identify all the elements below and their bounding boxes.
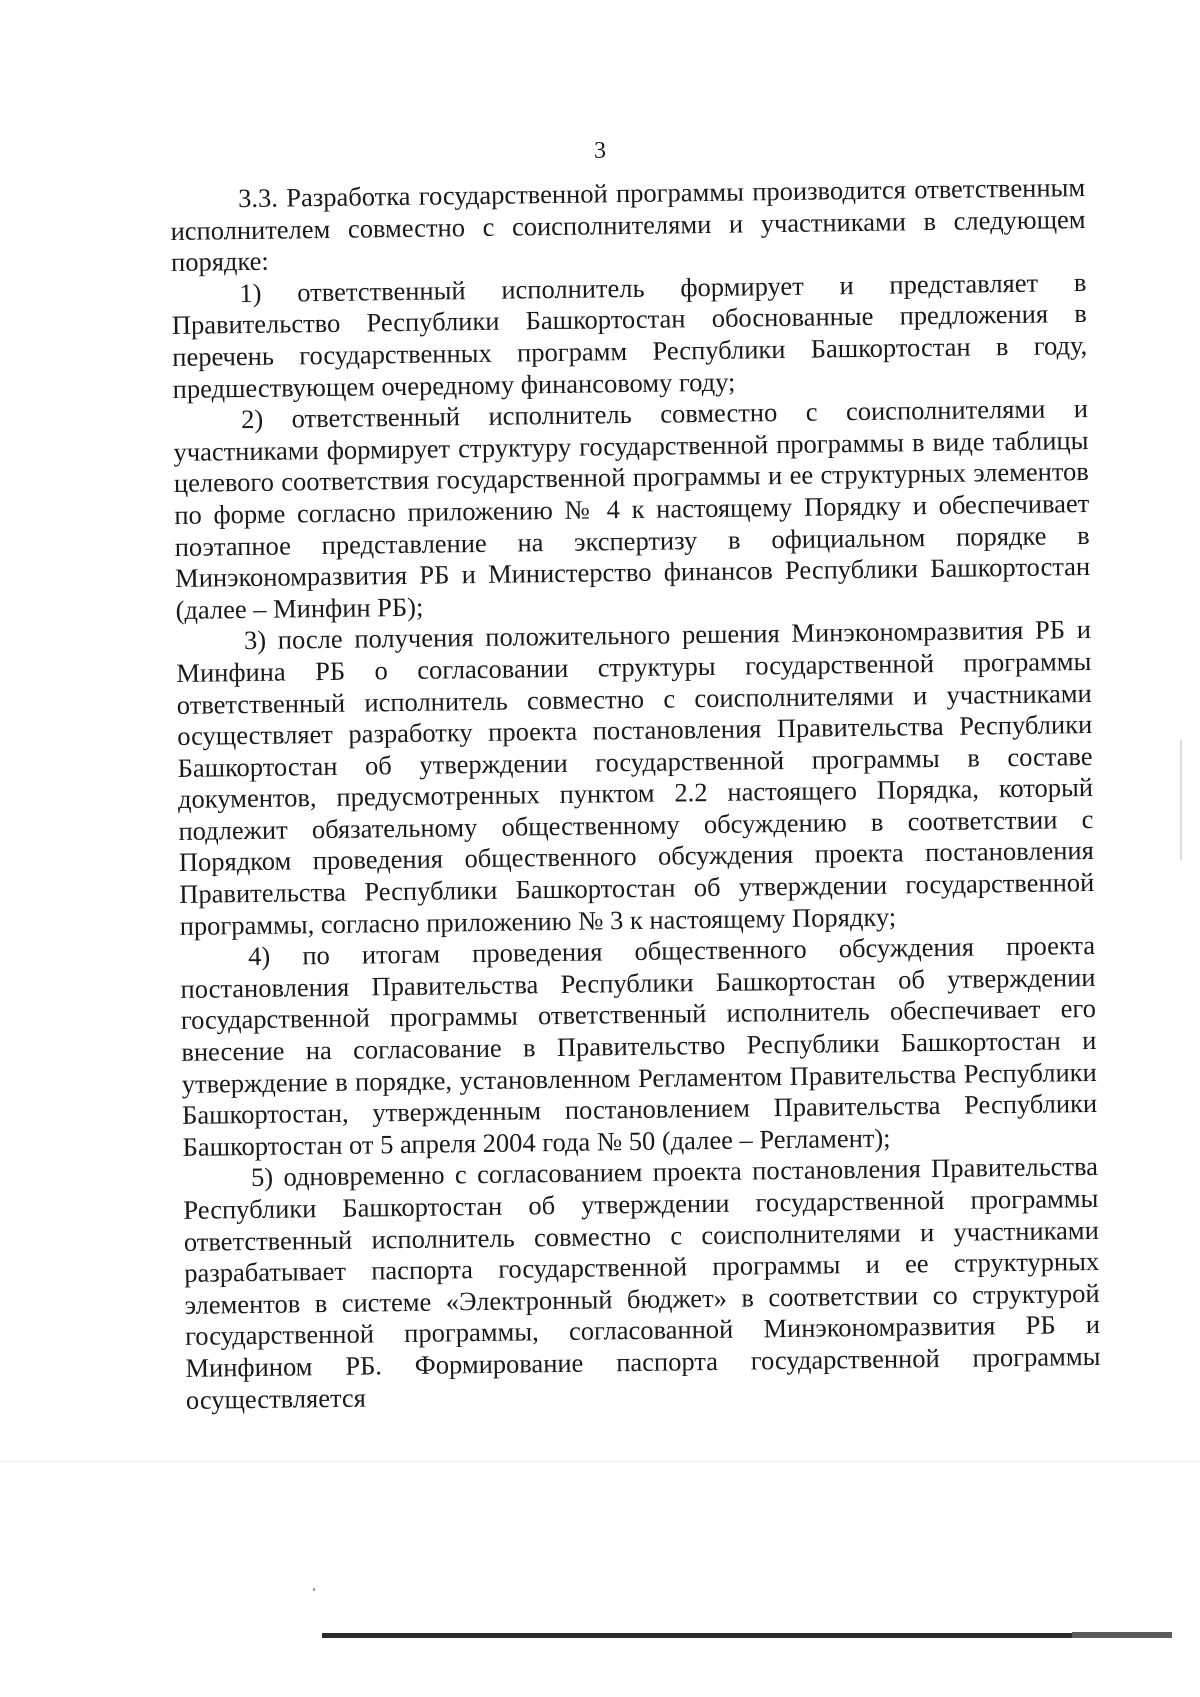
scan-edge-mark (1180, 740, 1182, 860)
list-item-2: 2) ответственный исполнитель совместно с соисполнителями и участниками формирует структуру государственной программы в виде таблицы целевого соответствия государственной программы и ее структурных элементов по форме согласно приложению № 4 к настоящему Порядку и обеспечивает поэтапное представление на экспертизу в официальном порядке в Минэкономразвития РБ и Министерство финансов Республики Башкортостан (далее – Минфин РБ); (173, 393, 1091, 625)
document-body (170, 172, 1101, 1416)
list-item-1: 1) ответственный исполнитель формирует и представляет в Правительство Республики Башкортостан обоснованные предложения в перечень государственных программ Республики Башкортостан в году, предшествующем очередному финансовому году; (171, 266, 1088, 404)
section-3-3-intro: 3.3. Разработка государственной программы производится ответственным исполнителем совместно с соисполнителями и участниками в следующем порядке: (170, 172, 1086, 278)
list-item-3: 3) после получения положительного решения Минэкономразвития РБ и Минфина РБ о согласовании структуры государственной программы ответственный исполнитель совместно с соисполнителями и участниками осуществляет разработку проекта постановления Правительства Республики Башкортостан об утверждении государственной программы в составе документов, предусмотренных пунктом 2.2 настоящего Порядка, который подлежит обязательному общественному обсуждению в соответствии с Порядком проведения общественного обсуждения проекта постановления Правительства Республики Башкортостан об утверждении государственной программы, согласно приложению № 3 к настоящему Порядку; (176, 614, 1095, 941)
scan-artifact-line (0, 1461, 1200, 1462)
scan-bottom-border-end (1072, 1632, 1172, 1638)
page-number: 3 (594, 138, 606, 164)
list-item-5: 5) одновременно с согласованием проекта постановления Правительства Республики Башкортостан об утверждении государственной программы ответственный исполнитель совместно с соисполнителями и участниками разрабатывает паспорта государственной программы и ее структурных элементов в системе «Электронный бюджет» в соответствии со структурой государственной программы, согласованной Минэкономразвития РБ и Минфином РБ. Формирование паспорта государственной программы осуществляется (183, 1151, 1101, 1415)
scan-dot (313, 1588, 315, 1591)
scan-bottom-border (322, 1633, 1172, 1638)
list-item-4: 4) по итогам проведения общественного обсуждения проекта постановления Правительства Республики Башкортостан об утверждении государственной программы ответственный исполнитель обеспечивает его внесение на согласование в Правительство Республики Башкортостан и утверждение в порядке, установленном Регламентом Правительства Республики Башкортостан, утвержденным постановлением Правительства Республики Башкортостан от 5 апреля 2004 года № 50 (далее – Регламент); (180, 930, 1098, 1162)
